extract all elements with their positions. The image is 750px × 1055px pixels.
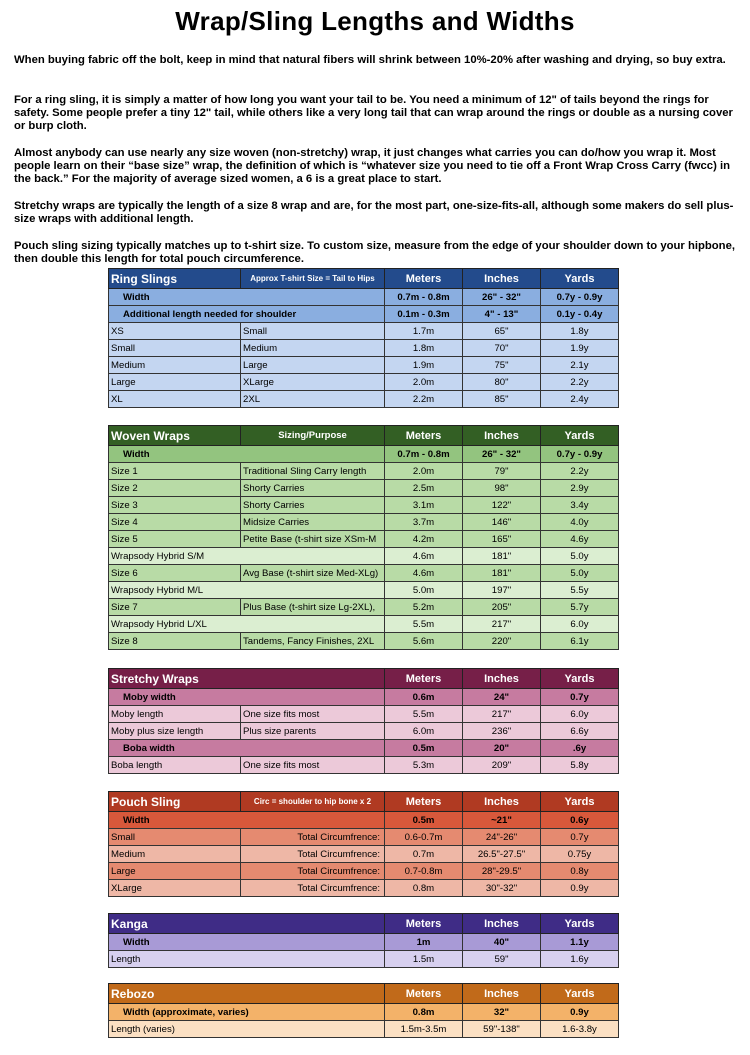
size-cell: Size 1 xyxy=(109,463,241,480)
inches-cell: 209" xyxy=(463,757,541,774)
inches-cell: 26.5"-27.5" xyxy=(463,846,541,863)
width-yards: 0.7y xyxy=(541,689,619,706)
shoulder-yards: 0.1y - 0.4y xyxy=(541,306,619,323)
table-row xyxy=(109,633,619,650)
width-meters: 0.7m - 0.8m xyxy=(385,289,463,306)
width-inches: 26" - 32" xyxy=(463,289,541,306)
circ-label-cell: Total Circumfrence: xyxy=(241,880,385,897)
tshirt-cell: Large xyxy=(241,357,385,374)
meters-cell: 5.5m xyxy=(385,706,463,723)
length-label: Length xyxy=(109,951,385,968)
shoulder-meters: 0.1m - 0.3m xyxy=(385,306,463,323)
width-yards: 1.1y xyxy=(541,934,619,951)
yards-cell: 5.0y xyxy=(541,548,619,565)
ring-width-row xyxy=(109,289,619,306)
shoulder-inches: 4" - 13" xyxy=(463,306,541,323)
inches-cell: 59" xyxy=(463,951,541,968)
width-label: Width (approximate, varies) xyxy=(109,1004,385,1021)
meters-cell: 2.0m xyxy=(385,374,463,391)
table-row xyxy=(109,880,619,897)
width-inches: 26" - 32" xyxy=(463,446,541,463)
yards-cell: 1.6y xyxy=(541,951,619,968)
meters-cell: 4.6m xyxy=(385,548,463,565)
meters-cell: 1.5m-3.5m xyxy=(385,1021,463,1038)
inches-header: Inches xyxy=(463,792,541,812)
kanga-table xyxy=(108,913,619,968)
table-row xyxy=(109,357,619,374)
inches-cell: 181" xyxy=(463,565,541,582)
meters-header: Meters xyxy=(385,914,463,934)
yards-cell: 6.6y xyxy=(541,723,619,740)
size-cell: XS xyxy=(109,323,241,340)
width-meters: 0.5m xyxy=(385,812,463,829)
width-label: Width xyxy=(109,812,385,829)
meters-cell: 5.2m xyxy=(385,599,463,616)
yards-cell: 0.75y xyxy=(541,846,619,863)
yards-cell: 0.7y xyxy=(541,829,619,846)
pouch-sling-title: Pouch Sling xyxy=(109,792,241,812)
type-cell: Boba length xyxy=(109,757,241,774)
yards-header: Yards xyxy=(541,914,619,934)
meters-cell: 3.7m xyxy=(385,514,463,531)
table-row xyxy=(109,723,619,740)
width-label: Boba width xyxy=(109,740,385,757)
yards-cell: 1.9y xyxy=(541,340,619,357)
purpose-cell: Plus Base (t-shirt size Lg-2XL), xyxy=(241,599,385,616)
table-row xyxy=(109,846,619,863)
yards-cell: 6.0y xyxy=(541,706,619,723)
inches-cell: 24"-26" xyxy=(463,829,541,846)
width-inches: 40" xyxy=(463,934,541,951)
table-row xyxy=(109,323,619,340)
meters-cell: 5.3m xyxy=(385,757,463,774)
yards-cell: 2.9y xyxy=(541,480,619,497)
table-row xyxy=(109,863,619,880)
meters-cell: 5.6m xyxy=(385,633,463,650)
inches-cell: 85" xyxy=(463,391,541,408)
size-cell: Size 3 xyxy=(109,497,241,514)
table-row xyxy=(109,757,619,774)
meters-cell: 2.5m xyxy=(385,480,463,497)
meters-cell: 2.0m xyxy=(385,463,463,480)
purpose-cell: Petite Base (t-shirt size XSm-M xyxy=(241,531,385,548)
meters-cell: 0.7-0.8m xyxy=(385,863,463,880)
length-label: Length (varies) xyxy=(109,1021,385,1038)
size-cell: Medium xyxy=(109,357,241,374)
inches-cell: 28"-29.5" xyxy=(463,863,541,880)
yards-header: Yards xyxy=(541,669,619,689)
inches-cell: 217" xyxy=(463,616,541,633)
size-cell: Large xyxy=(109,863,241,880)
meters-cell: 4.6m xyxy=(385,565,463,582)
size-cell: Size 8 xyxy=(109,633,241,650)
size-cell: Small xyxy=(109,340,241,357)
meters-cell: 4.2m xyxy=(385,531,463,548)
size-cell: Size 7 xyxy=(109,599,241,616)
inches-cell: 236" xyxy=(463,723,541,740)
size-cell: Size 5 xyxy=(109,531,241,548)
table-row xyxy=(109,548,619,565)
yards-header: Yards xyxy=(541,984,619,1004)
page-title: Wrap/Sling Lengths and Widths xyxy=(175,6,575,36)
table-row xyxy=(109,391,619,408)
intro-paragraph-fabric: When buying fabric off the bolt, keep in mind that natural fibers will shrink between 10%-20% after washing and drying, so buy extra. xyxy=(14,54,726,66)
meters-header: Meters xyxy=(385,792,463,812)
width-yards: 0.9y xyxy=(541,1004,619,1021)
width-label: Width xyxy=(109,934,385,951)
intro-paragraph-stretchy: Stretchy wraps are typically the length of a size 8 wrap and are, for the most part, one-size-fits-all, although some makers do sell plus-size wraps with additional length. xyxy=(14,200,734,225)
size-cell: Size 6 xyxy=(109,565,241,582)
table-row xyxy=(109,616,619,633)
yards-cell: 2.2y xyxy=(541,374,619,391)
woven-wraps-title: Woven Wraps xyxy=(109,426,241,446)
size-cell: Wrapsody Hybrid M/L xyxy=(109,582,385,599)
width-meters: 0.7m - 0.8m xyxy=(385,446,463,463)
yards-cell: 2.1y xyxy=(541,357,619,374)
table-row xyxy=(109,531,619,548)
yards-cell: 2.2y xyxy=(541,463,619,480)
yards-cell: 6.0y xyxy=(541,616,619,633)
fit-cell: One size fits most xyxy=(241,757,385,774)
width-yards: 0.6y xyxy=(541,812,619,829)
meters-header: Meters xyxy=(385,426,463,446)
table-row xyxy=(109,565,619,582)
inches-cell: 65" xyxy=(463,323,541,340)
meters-cell: 5.0m xyxy=(385,582,463,599)
inches-cell: 70" xyxy=(463,340,541,357)
yards-cell: 5.7y xyxy=(541,599,619,616)
ring-slings-header xyxy=(109,269,619,289)
purpose-cell: Tandems, Fancy Finishes, 2XL xyxy=(241,633,385,650)
inches-header: Inches xyxy=(463,669,541,689)
fit-cell: One size fits most xyxy=(241,706,385,723)
ring-slings-subtitle: Approx T-shirt Size = Tail to Hips xyxy=(241,269,385,289)
purpose-cell: Avg Base (t-shirt size Med-XLg) xyxy=(241,565,385,582)
tshirt-cell: Medium xyxy=(241,340,385,357)
circ-label-cell: Total Circumfrence: xyxy=(241,863,385,880)
width-label: Width xyxy=(109,446,385,463)
width-yards: .6y xyxy=(541,740,619,757)
shoulder-label: Additional length needed for shoulder xyxy=(109,306,385,323)
inches-cell: 146" xyxy=(463,514,541,531)
size-cell: Wrapsody Hybrid L/XL xyxy=(109,616,385,633)
kanga-title: Kanga xyxy=(109,914,385,934)
inches-cell: 205" xyxy=(463,599,541,616)
meters-cell: 1.8m xyxy=(385,340,463,357)
inches-cell: 217" xyxy=(463,706,541,723)
intro-paragraph-ring-sling: For a ring sling, it is simply a matter of how long you want your tail to be. You need a minimum of 12" of tails beyond the rings for safety. Some people prefer a tiny 12" tail, while others like a very long tail that can wrap around the rings or double as a nursing cover or burp cloth. xyxy=(14,94,733,132)
width-meters: 0.8m xyxy=(385,1004,463,1021)
size-cell: XLarge xyxy=(109,880,241,897)
yards-cell: 1.8y xyxy=(541,323,619,340)
width-inches: 32" xyxy=(463,1004,541,1021)
width-yards: 0.7y - 0.9y xyxy=(541,289,619,306)
rebozo-header xyxy=(109,984,619,1004)
inches-header: Inches xyxy=(463,269,541,289)
inches-cell: 98" xyxy=(463,480,541,497)
stretchy-wraps-title: Stretchy Wraps xyxy=(109,669,385,689)
yards-cell: 1.6-3.8y xyxy=(541,1021,619,1038)
ring-shoulder-row xyxy=(109,306,619,323)
table-row xyxy=(109,599,619,616)
width-meters: 0.5m xyxy=(385,740,463,757)
pouch-sling-subtitle: Circ = shoulder to hip bone x 2 xyxy=(241,792,385,812)
stretchy-wraps-header xyxy=(109,669,619,689)
stretchy-wraps-table xyxy=(108,668,619,774)
tshirt-cell: 2XL xyxy=(241,391,385,408)
inches-cell: 75" xyxy=(463,357,541,374)
table-row xyxy=(109,463,619,480)
type-cell: Moby plus size length xyxy=(109,723,241,740)
width-inches: 24" xyxy=(463,689,541,706)
meters-header: Meters xyxy=(385,984,463,1004)
width-meters: 1m xyxy=(385,934,463,951)
table-row xyxy=(109,340,619,357)
boba-width-row xyxy=(109,740,619,757)
yards-cell: 6.1y xyxy=(541,633,619,650)
inches-cell: 165" xyxy=(463,531,541,548)
woven-wraps-header xyxy=(109,426,619,446)
meters-cell: 0.7m xyxy=(385,846,463,863)
yards-header: Yards xyxy=(541,792,619,812)
yards-cell: 4.0y xyxy=(541,514,619,531)
table-row xyxy=(109,951,619,968)
circ-label-cell: Total Circumfrence: xyxy=(241,846,385,863)
yards-cell: 0.8y xyxy=(541,863,619,880)
inches-cell: 181" xyxy=(463,548,541,565)
meters-cell: 0.6-0.7m xyxy=(385,829,463,846)
table-row xyxy=(109,706,619,723)
purpose-cell: Traditional Sling Carry length xyxy=(241,463,385,480)
width-inches: 20" xyxy=(463,740,541,757)
table-row xyxy=(109,582,619,599)
yards-cell: 4.6y xyxy=(541,531,619,548)
size-cell: Large xyxy=(109,374,241,391)
yards-cell: 5.5y xyxy=(541,582,619,599)
meters-cell: 1.5m xyxy=(385,951,463,968)
inches-cell: 79" xyxy=(463,463,541,480)
size-cell: XL xyxy=(109,391,241,408)
size-cell: Wrapsody Hybrid S/M xyxy=(109,548,385,565)
kanga-header xyxy=(109,914,619,934)
width-label: Moby width xyxy=(109,689,385,706)
ring-slings-table xyxy=(108,268,619,408)
meters-header: Meters xyxy=(385,669,463,689)
yards-header: Yards xyxy=(541,426,619,446)
rebozo-title: Rebozo xyxy=(109,984,385,1004)
size-cell: Size 4 xyxy=(109,514,241,531)
tshirt-cell: XLarge xyxy=(241,374,385,391)
yards-cell: 5.8y xyxy=(541,757,619,774)
table-row xyxy=(109,480,619,497)
ring-slings-title: Ring Slings xyxy=(109,269,241,289)
fit-cell: Plus size parents xyxy=(241,723,385,740)
inches-cell: 59"-138" xyxy=(463,1021,541,1038)
inches-cell: 80" xyxy=(463,374,541,391)
meters-cell: 2.2m xyxy=(385,391,463,408)
inches-header: Inches xyxy=(463,426,541,446)
width-inches: ~21" xyxy=(463,812,541,829)
intro-paragraph-pouch: Pouch sling sizing typically matches up to t-shirt size. To custom size, measure from the edge of your shoulder down to your hipbone, then double this length for total pouch circumference. xyxy=(14,240,736,265)
type-cell: Moby length xyxy=(109,706,241,723)
size-cell: Size 2 xyxy=(109,480,241,497)
pouch-sling-header xyxy=(109,792,619,812)
meters-header: Meters xyxy=(385,269,463,289)
table-row xyxy=(109,1021,619,1038)
inches-header: Inches xyxy=(463,984,541,1004)
rebozo-width-row xyxy=(109,1004,619,1021)
intro-paragraph-woven: Almost anybody can use nearly any size woven (non-stretchy) wrap, it just changes what carries you can do/how you wrap it. Most people learn on their “base size” wrap, the definition of which is “whatever size you need to tie off a Front Wrap Cross Carry (fwcc) in the back.” For the majority of average sized women, a 6 is a great place to start. xyxy=(14,147,731,185)
purpose-cell: Shorty Carries xyxy=(241,497,385,514)
circ-label-cell: Total Circumfrence: xyxy=(241,829,385,846)
woven-wraps-table xyxy=(108,425,619,650)
tshirt-cell: Small xyxy=(241,323,385,340)
meters-cell: 0.8m xyxy=(385,880,463,897)
width-label: Width xyxy=(109,289,385,306)
size-cell: Medium xyxy=(109,846,241,863)
rebozo-table xyxy=(108,983,619,1038)
inches-cell: 197" xyxy=(463,582,541,599)
table-row xyxy=(109,374,619,391)
yards-cell: 3.4y xyxy=(541,497,619,514)
woven-wraps-subtitle: Sizing/Purpose xyxy=(241,426,385,446)
table-row xyxy=(109,514,619,531)
yards-header: Yards xyxy=(541,269,619,289)
meters-cell: 3.1m xyxy=(385,497,463,514)
moby-width-row xyxy=(109,689,619,706)
purpose-cell: Midsize Carries xyxy=(241,514,385,531)
inches-cell: 220" xyxy=(463,633,541,650)
pouch-sling-table xyxy=(108,791,619,897)
meters-cell: 6.0m xyxy=(385,723,463,740)
inches-cell: 122" xyxy=(463,497,541,514)
purpose-cell: Shorty Carries xyxy=(241,480,385,497)
yards-cell: 0.9y xyxy=(541,880,619,897)
table-row xyxy=(109,497,619,514)
table-row xyxy=(109,829,619,846)
yards-cell: 2.4y xyxy=(541,391,619,408)
meters-cell: 1.7m xyxy=(385,323,463,340)
inches-header: Inches xyxy=(463,914,541,934)
width-meters: 0.6m xyxy=(385,689,463,706)
meters-cell: 1.9m xyxy=(385,357,463,374)
yards-cell: 5.0y xyxy=(541,565,619,582)
meters-cell: 5.5m xyxy=(385,616,463,633)
kanga-width-row xyxy=(109,934,619,951)
pouch-width-row xyxy=(109,812,619,829)
inches-cell: 30"-32" xyxy=(463,880,541,897)
size-cell: Small xyxy=(109,829,241,846)
width-yards: 0.7y - 0.9y xyxy=(541,446,619,463)
woven-width-row xyxy=(109,446,619,463)
